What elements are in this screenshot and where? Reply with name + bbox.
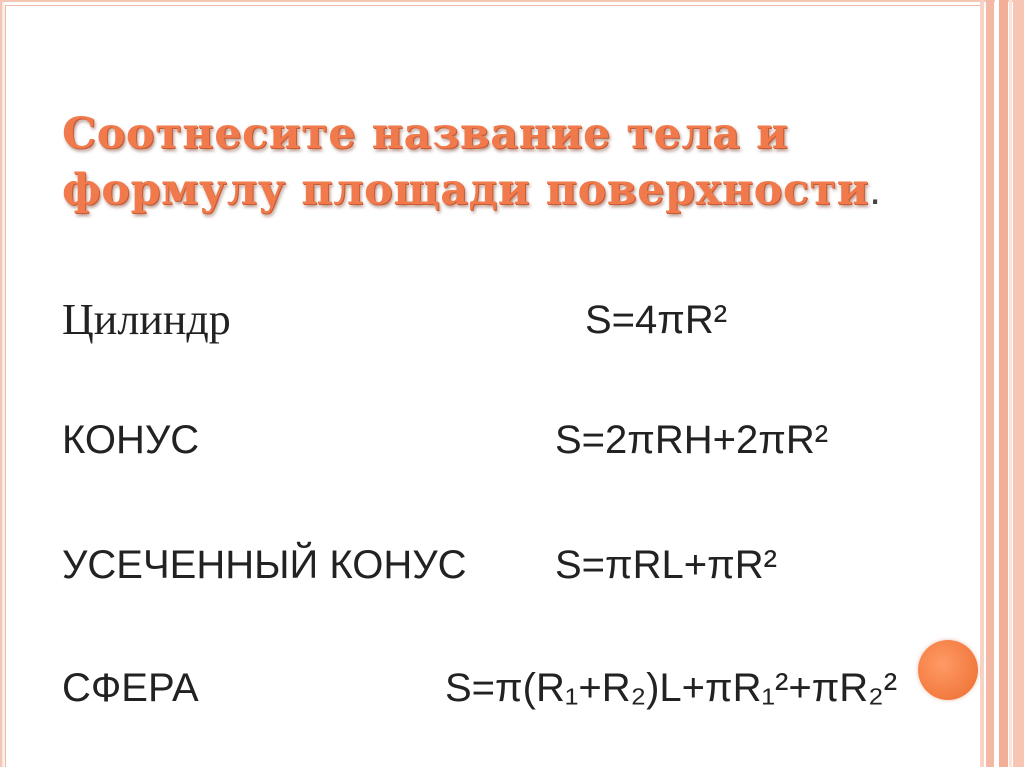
list-item xyxy=(0,410,980,470)
body-name-cone: КОНУС xyxy=(62,418,200,462)
formula-text: S=π(R₁+R₂)L+πR₁²+πR₂² xyxy=(445,666,898,710)
decorative-circle xyxy=(918,640,978,700)
decorative-stripe xyxy=(986,0,994,767)
body-name-cylinder: Цилиндр xyxy=(62,295,231,344)
formula-text: S=πRL+πR² xyxy=(555,543,777,587)
decorative-stripe xyxy=(980,0,984,767)
body-name-sphere: СФЕРА xyxy=(62,666,199,710)
frame-left-edge xyxy=(0,0,6,767)
list-item xyxy=(0,535,980,595)
list-item xyxy=(0,290,980,350)
formula-text: S=4πR² xyxy=(585,298,728,342)
slide-title-period: . xyxy=(869,166,882,214)
decorative-stripe xyxy=(1013,0,1024,767)
decorative-stripe xyxy=(999,0,1008,767)
slide-title xyxy=(62,106,962,218)
body-name-truncated-cone: УСЕЧЕННЫЙ КОНУС xyxy=(62,543,467,587)
list-item xyxy=(0,658,980,718)
formula-text: S=2πRH+2πR² xyxy=(555,418,829,462)
decorative-stripe xyxy=(1009,0,1012,767)
slide-title-line-2: формулу площади поверхности xyxy=(62,165,870,215)
slide-title-line-1: Соотнесите название тела и xyxy=(62,109,789,159)
